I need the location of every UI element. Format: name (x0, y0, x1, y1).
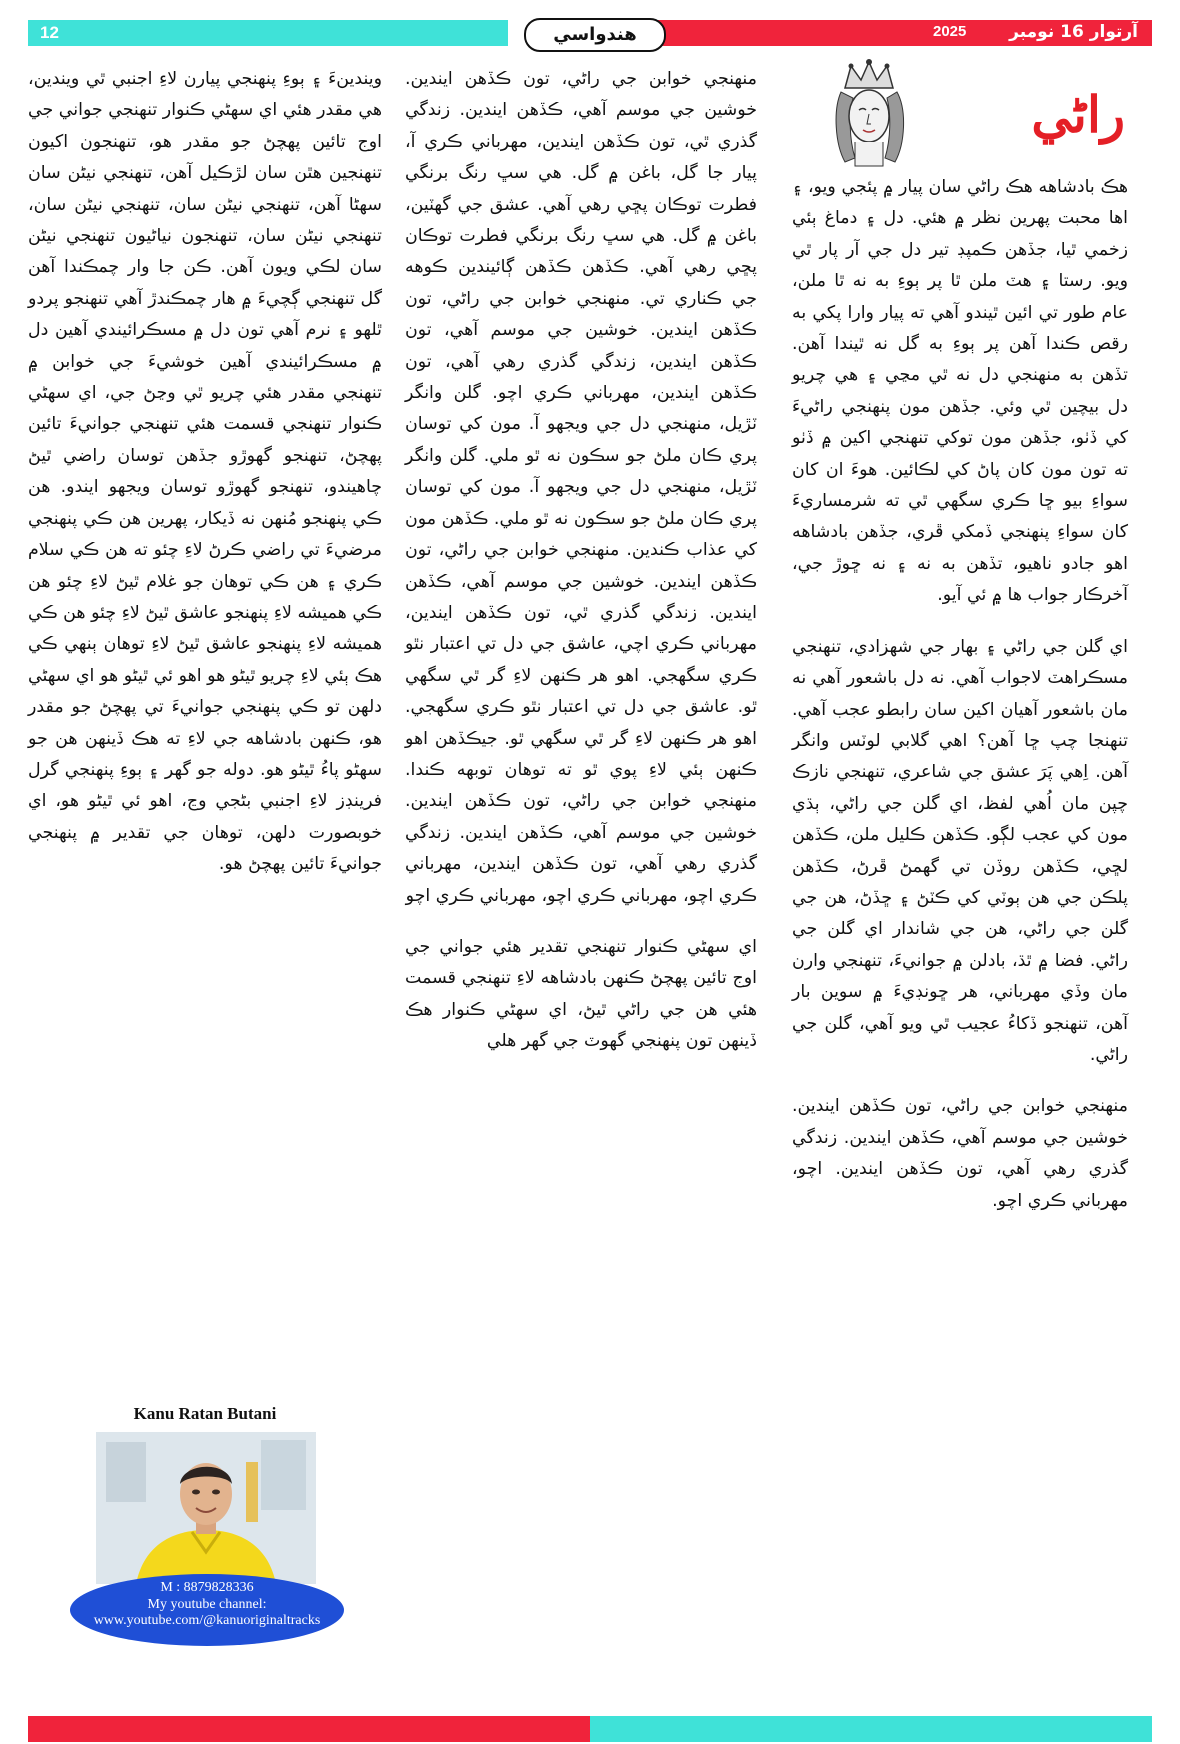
header-year: 2025 (933, 23, 967, 40)
header-left-band (28, 20, 508, 46)
header-bar (28, 20, 1152, 46)
page-number: 12 (40, 23, 59, 42)
header-date: آرتوار 16 نومبر (1009, 22, 1138, 42)
paragraph: هڪ بادشاهه هڪ راڻي سان پيار ۾ پئجي ويو، ۽ اها محبت پهرين نظر ۾ هئي. دل ۽ دماغ ٻئي زخمي ٿيا، جڏهن ڪمپڊ تير دل جي آر پار ٿي ويو. رستا ۽ هٽ ملن ٿا پر ٻوءِ به نه ٿا ملن، عام طور تي ائين ٿيندو آهي ته پيار وارا پکي به رقص ڪندا آهن پر ٻوءِ به گل نه ٿيندا آهن. تڏهن به منهنجي دل نه ٿي مڃي ۽ هي چريو دل بيچين ٿي وئي. جڏهن مون پنهنجي راڻيءَ کي ڏٺو، جڏهن مون توکي تنهنجي اکين ۾ ڏٺو ته تون مون کان پاڻ کي لڪائين. هوءَ ان کان سواءِ بيو ڇا ڪري سگهي ٿي ته شرمساريءَ کان سواءِ پنهنجي ڏمکي ڦري، جڏهن بادشاهه اهو جادو ناهيو، تڏهن به نه ۽ نه ڇوڙ جي، آخرڪار جواب ها ۾ ئي آيو. (792, 177, 1128, 606)
author-channel-url[interactable]: www.youtube.com/@kanuoriginaltracks (93, 1613, 321, 1628)
author-channel-label: My youtube channel: (147, 1596, 267, 1612)
footer-right-band (590, 1716, 1152, 1742)
author-contact-badge (70, 1574, 344, 1646)
queen-illustration (815, 58, 923, 168)
article-column-right (792, 172, 1128, 1217)
author-name: Kanu Ratan Butani (133, 1404, 277, 1423)
paragraph: ويندينءَ ۽ ٻوءِ پنهنجي پيارن لاءِ اجنبي ٿي ويندين، هي مقدر هئي اي سهڻي ڪنوار تنهنجي جواني جي اوج تائين پهچڻ جو مقدر هو، تنهنجون اکيون تنهنجين هٿن سان لڙڪيل آهن، تنهنجي نيڻن سان سهڻا آهن، تنهنجي نيڻن سان، تنهنجي نيڻن سان، تنهنجي نيڻن سان، تنهنجون نياڻيون تنهنجي نيڻن سان لڪي ويون آهن. ڪن جا وار چمڪندا آهن گل تنهنجي ڳچيءَ ۾ هار چمڪندڙ آهي تنهنجو پردو ٿلهو ۽ نرم آهي تون دل ۾ مسڪرائيندي آهين دل ۾ مسڪرائيندي آهين خوشيءَ جي خوابن ۾ تنهنجي مقدر هئي چريو ٿي وڃڻ جي، اي سهڻي ڪنوار تنهنجي قسمت هئي تنهنجي جوانيءَ تائين پهچڻ، تنهنجو گهوڙو جڏهن توسان راضي ٿيڻ چاهيندو، تنهنجو گهوڙو توسان ويجهو ايندو. هن ڪي پنهنجو مُنهن نه ڏيکار، پهرين هن ڪي پنهنجي مرضيءَ تي راضي ڪرڻ لاءِ چئو ته هن ڪي سلام ڪري ۽ هن ڪي توهان جو غلام ٿيڻ لاءِ چئو هن ڪي هميشه لاءِ پنهنجو عاشق ٿيڻ لاءِ چئو هن ڪي هميشه لاءِ پنهنجو عاشق ٿيڻ لاءِ توهان ٻنهي ڪي هڪ ٻئي لاءِ چريو ٿيڻو هو اهو ئي ٿيڻو هو اي سهڻي دلهن تو ڪي پنهنجي جوانيءَ تي پهچڻ جو مقدر هو، ڪنهن بادشاهه جي لاءِ ته هڪ ڏينهن هن جو سهڻو پاءُ ٿيڻو هو. دوله جو گهر ۽ ٻوءِ پنهنجي گرل فرينڊز لاءِ اجنبي بڻجي وڃ، اهو ئي ٿيڻو هو، اي خوبصورت دلهن، توهان جي تقدير ۾ پنهنجي جوانيءَ تائين پهچڻ هو. (28, 69, 382, 875)
newspaper-logo: هندواسي (524, 18, 666, 52)
author-mobile: M : 8879828336 (160, 1580, 254, 1595)
author-photo (96, 1432, 316, 1584)
paragraph: اي گلن جي راڻي ۽ بهار جي شهزادي، تنهنجي مسڪراهٽ لاجواب آهي. نه دل باشعور آهي نه مان باشعور آهيان اکين سان رابطو عجب آهي. تنهنجا چپ ڇا آهن؟ اهي گلابي لوٽس وانگر آهن. اِهي پَرَ عشق جي شاعري، تنهنجي نازڪ چپن مان اُهي لفظ، اي گلن جي راڻي، ٻڌي مون کي عجب لڳو. ڪڏهن ڪليل ملن، ڪڏهن لڇي، ڪڏهن روڏن تي گهمڻ ڦرڻ، ڪڏهن پلڪن جي هن ٻوٽي کي ڪٽڻ ۽ ڇڏڻ، هن جي گلن جي راڻي، هن جي شاندار اي گلن جي راڻي. فضا ۾ ٿڌ، بادلن ۾ جوانيءَ، تنهنجي وارن مان وڏي مهرباني، هر ڇونڊيءَ ۾ سوين بار آهن، تنهنجو ڏکاءُ عجيب ٿي ويو آهي، گلن جي راڻي. (792, 636, 1128, 1065)
article-column-middle (405, 64, 757, 1058)
footer-bar (28, 1716, 1152, 1742)
paragraph: منهنجي خوابن جي راڻي، تون ڪڏهن ايندين. خوشين جي موسم آهي، ڪڏهن ايندين. زندگي گذري ٿي، تون ڪڏهن ايندين، مهرباني ڪري آ، پيار جا گل، باغن ۾ گل. هي سڀ رنگ برنگي فطرت توڪان پڇي رهي آهي. عشق جي گهٽين، باغن ۾ گل. هي سڀ رنگ برنگي فطرت توڪان پڇي رهي آهي. ڪڏهن ڪڏهن ڳائيندين ڪوهه جي ڪناري تي. منهنجي خوابن جي راڻي، تون ڪڏهن ايندين. خوشين جي موسم آهي، تون ڪڏهن ايندين، زندگي گذري رهي آهي، تون ڪڏهن ايندين، مهرباني ڪري اچو. گلن وانگر ٽڙيل، منهنجي دل جي ويجهو آ. مون کي توسان پري ڪان ملڻ جو سڪون نه ٿو ملي. گلن وانگر ٽڙيل، منهنجي دل جي ويجهو آ. مون کي توسان پري ڪان ملڻ جو سڪون نه ٿو ملي. ڪڏهن مون کي عذاب ڪندين. منهنجي خوابن جي راڻي، تون ڪڏهن ايندين. خوشين جي موسم آهي، ڪڏهن ايندين. زندگي گذري ٿي، تون ڪڏهن ايندين، مهرباني ڪري اچي، عاشق جي دل تي اعتبار نٿو ڪري سگهجي. اهو هر ڪنهن لاءِ گر ٿي سگهي ٿو. عاشق جي دل تي اعتبار نٿو ڪري سگهجي. اهو هر ڪنهن لاءِ گر ٿي سگهي ٿو. جيڪڏهن اهو ڪنهن ٻئي لاءِ پوي ٿو ته توهان توبهه ڪندا. منهنجي خوابن جي راڻي، تون ڪڏهن ايندين. خوشين جي موسم آهي، ڪڏهن ايندين. زندگي گذري رهي آهي، تون ڪڏهن ايندين، مهرباني ڪري اچو، مهرباني ڪري اچو، مهرباني ڪري اچو (405, 69, 757, 906)
article-title: راڻي (1031, 85, 1125, 144)
footer-left-band (28, 1716, 590, 1742)
paragraph: منهنجي خوابن جي راڻي، تون ڪڏهن ايندين. خوشين جي موسم آهي، ڪڏهن ايندين. زندگي گذري رهي آهي، تون ڪڏهن ايندين. اچو، مهرباني ڪري اچو. (792, 1096, 1128, 1211)
paragraph: اي سهڻي ڪنوار تنهنجي تقدير هئي جواني جي اوج تائين پهچڻ ڪنهن بادشاهه لاءِ تنهنجي قسمت هئي هن جي راڻي ٿيڻ، اي سهڻي ڪنوار هڪ ڏينهن تون پنهنجي گهوٽ جي گهر هلي (405, 936, 757, 1052)
article-column-left (28, 64, 382, 881)
